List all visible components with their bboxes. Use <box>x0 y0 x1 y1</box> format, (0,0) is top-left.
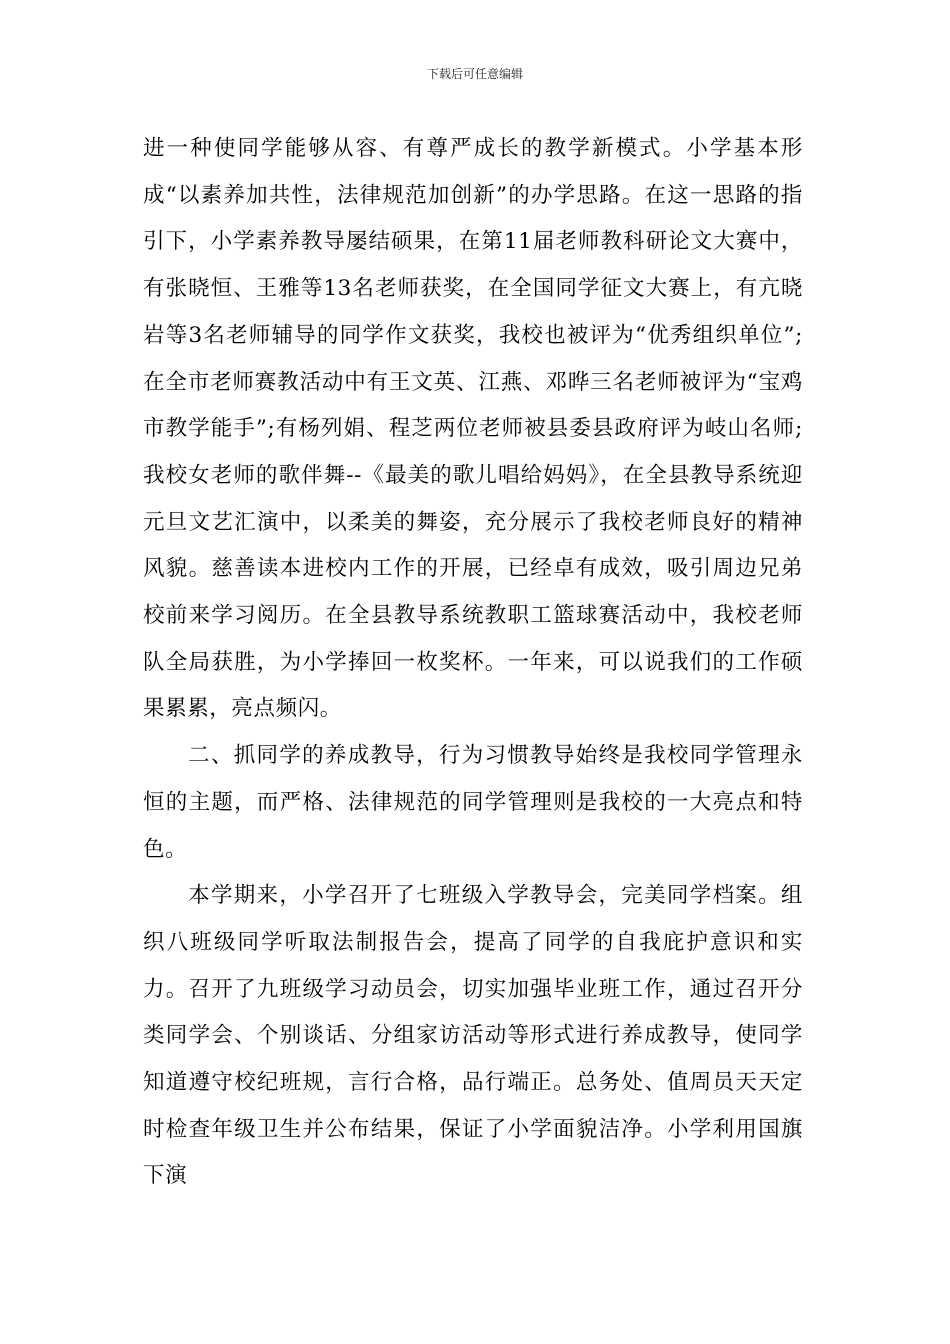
paragraph-achievements: 进一种使同学能够从容、有尊严成长的教学新模式。小学基本形成“以素养加共性，法律规范加创新”的办学思路。在这一思路的指引下，小学素养教导屡结硕果，在第11届老师教科研论文大赛中，有张晓恒、王雅等13名老师获奖，在全国同学征文大赛上，有亢晓岩等3名老师辅导的同学作文获奖，我校也被评为“优秀组织单位”;在全市老师赛教活动中有王文英、江燕、邓晔三名老师被评为“宝鸡市教学能手”;有杨列娟、程芝两位老师被县委县政府评为岐山名师;我校女老师的歌伴舞--《最美的歌儿唱给妈妈》，在全县教导系统迎元旦文艺汇演中，以柔美的舞姿，充分展示了我校老师良好的精神风貌。慈善读本进校内工作的开展，已经卓有成效，吸引周边兄弟校前来学习阅历。在全县教导系统教职工篮球赛活动中，我校老师队全局获胜，为小学捧回一枚奖杯。一年来，可以说我们的工作硕果累累，亮点频闪。 <box>143 136 803 722</box>
paragraph-semester-activities: 本学期来，小学召开了七班级入学教导会，完美同学档案。组织八班级同学听取法制报告会，提高了同学的自我庇护意识和实力。召开了九班级学习动员会，切实加强毕业班工作，通过召开分类同学会、个别谈话、分组家访活动等形式进行养成教导，使同学知道遵守校纪班规，言行合格，品行端正。总务处、值周员天天定时检查年级卫生并公布结果，保证了小学面貌洁净。小学利用国旗下演 <box>143 883 803 1189</box>
page-header: 下载后可任意编辑 <box>426 67 523 81</box>
paragraph-habit-education: 二、抓同学的养成教导，行为习惯教导始终是我校同学管理永恒的主题，而严格、法律规范的同学管理则是我校的一大亮点和特色。 <box>143 743 803 862</box>
document-body <box>143 126 803 1200</box>
